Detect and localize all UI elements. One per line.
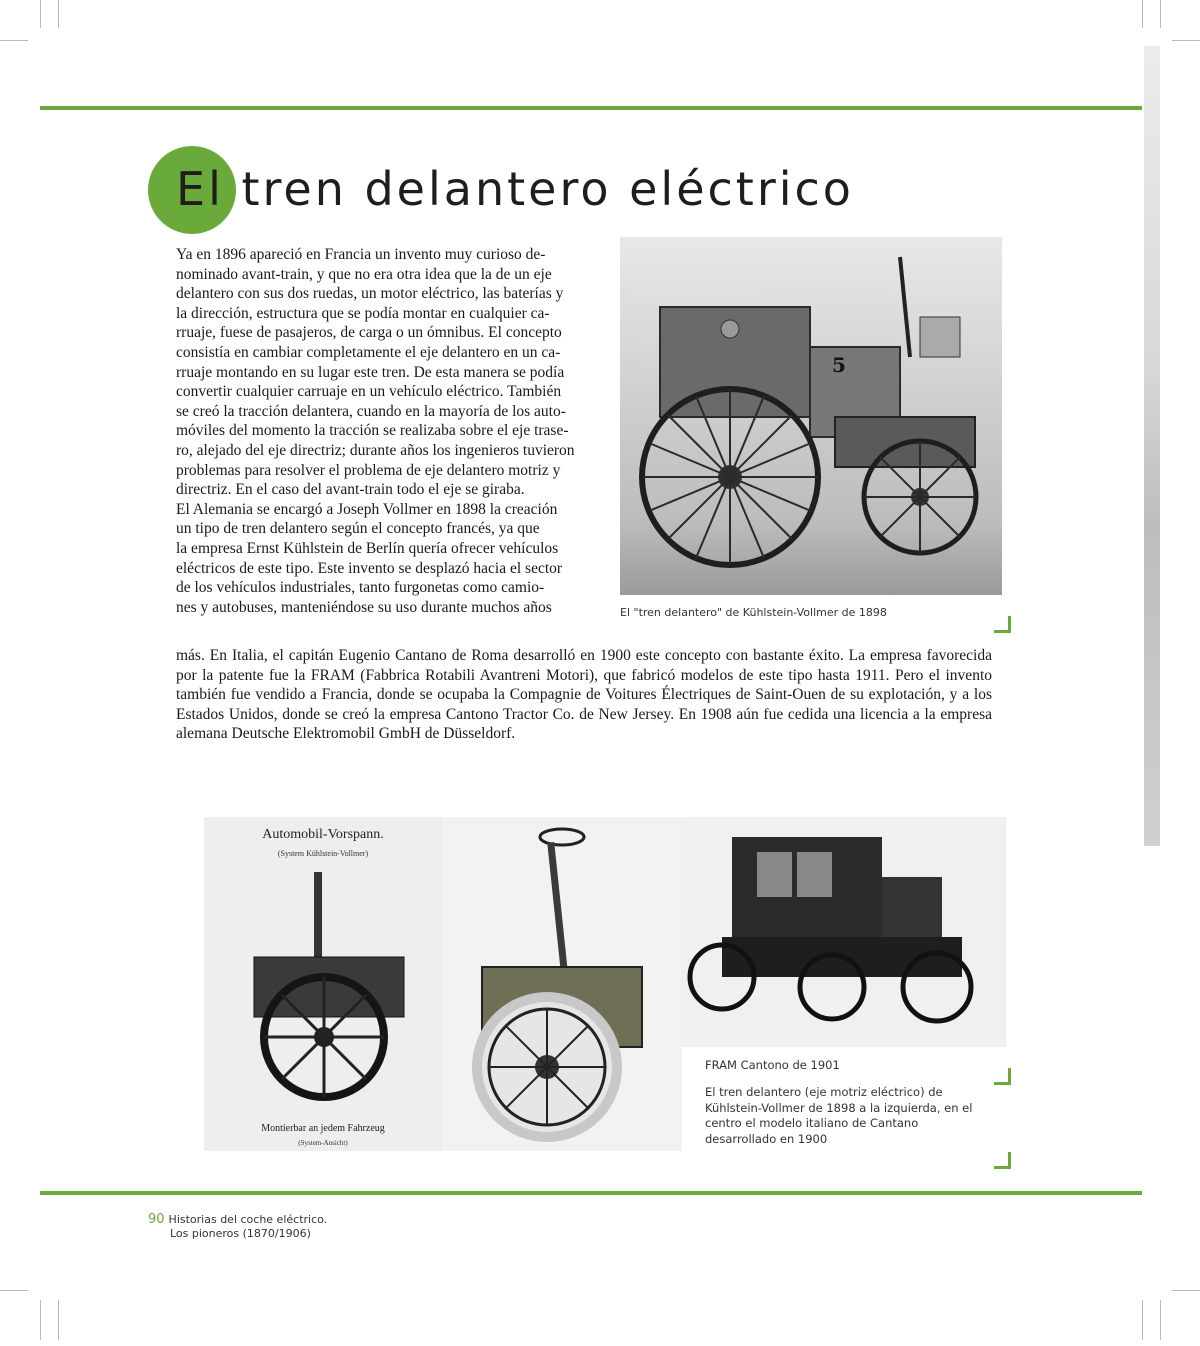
body-column <box>176 245 600 617</box>
crop-mark <box>40 0 41 28</box>
crop-mark <box>1172 40 1200 41</box>
crop-mark <box>0 40 28 41</box>
footer-line1: Historias del coche eléctrico. <box>168 1213 328 1226</box>
car-number: 5 <box>832 353 846 377</box>
crop-mark <box>1160 0 1161 28</box>
ad-title: Automobil-Vorspann. <box>262 827 384 842</box>
car-illustration <box>620 237 1002 595</box>
cantano-illustration <box>442 817 682 1151</box>
body-line: se creó la tracción delantera, cuando en la mayoría de los auto- <box>176 402 566 420</box>
body-line: la dirección, estructura que se podía montar en cualquier ca- <box>176 304 550 322</box>
ad-bottom-text: Montierbar an jedem Fahrzeug <box>261 1123 385 1134</box>
body-line: un tipo de tren delantero según el concepto francés, ya que <box>176 520 540 538</box>
body-line: El Alemania se encargó a Joseph Vollmer en 1898 la creación <box>176 500 558 518</box>
body-line: la empresa Ernst Kühlstein de Berlín quería ofrecer vehículos <box>176 539 559 557</box>
caption-corner-mark <box>994 1152 1011 1169</box>
fram-cantono-photo <box>682 817 1006 1047</box>
body-line: nominado avant-train, y que no era otra idea que la de un eje <box>176 265 552 283</box>
top-rule <box>40 106 1142 110</box>
fram-caption: FRAM Cantono de 1901 <box>705 1058 840 1072</box>
crop-mark <box>58 0 59 28</box>
crop-mark <box>58 1300 59 1340</box>
caption-corner-mark <box>994 1068 1011 1085</box>
body-line: delantero con sus dos ruedas, un motor eléctrico, las baterías y <box>176 285 564 303</box>
crop-mark <box>1160 1300 1161 1340</box>
caption-corner-mark <box>994 616 1011 633</box>
top-photo-caption: El "tren delantero" de Kühlstein-Vollmer de 1898 <box>620 606 887 619</box>
body-line: de los vehículos industriales, tanto furgonetas como camio- <box>176 579 545 597</box>
body-line: convertir cualquier carruaje en un vehículo eléctrico. También <box>176 383 562 401</box>
crop-mark <box>40 1300 41 1340</box>
crop-mark <box>1142 0 1143 28</box>
ad-bottom-small: (System-Ansicht) <box>298 1139 348 1147</box>
body-line: consistía en cambiar completamente el eje delantero en un ca- <box>176 343 561 361</box>
crop-mark <box>1142 1300 1143 1340</box>
body-line: nes y autobuses, manteniéndose su uso durante muchos años <box>176 598 552 616</box>
body-line: problemas para resolver el problema de eje delantero motriz y <box>176 461 561 479</box>
bottom-rule <box>40 1191 1142 1195</box>
body-line: eléctricos de este tipo. Este invento se desplazó hacia el sector <box>176 559 563 577</box>
footer-line2: Los pioneros (1870/1906) <box>170 1227 311 1240</box>
page-footer <box>148 1213 327 1241</box>
crop-mark <box>0 1290 28 1291</box>
adjacent-page-strip <box>1144 46 1160 846</box>
body-line: ro, alejado del eje directriz; durante años los ingenieros tuvieron <box>176 441 575 459</box>
page-title: El tren delantero eléctrico <box>176 162 854 216</box>
body-line: rruaje montando en su lugar este tren. De esta manera se podía <box>176 363 565 381</box>
vollmer-car-photo <box>620 237 1002 595</box>
automobil-vorspann-ad <box>204 817 442 1151</box>
cantano-front-train-photo <box>442 817 682 1151</box>
fram-car-illustration <box>682 817 1006 1047</box>
body-line: directriz. En el caso del avant-train todo el eje se giraba. <box>176 481 525 499</box>
body-line: móviles del momento la tracción se realizaba sobre el eje trase- <box>176 422 569 440</box>
front-train-illustration <box>204 817 442 1151</box>
title-block <box>148 146 968 236</box>
body-line: Ya en 1896 apareció en Francia un invento muy curioso de- <box>176 246 546 263</box>
page-number: 90 <box>148 1212 165 1227</box>
bottom-figures-caption: El tren delantero (eje motriz eléctrico) de Kühlstein-Vollmer de 1898 a la izquierda, en el centro el modelo italiano de Cantano desarrollado en 1900 <box>705 1085 973 1146</box>
body-line: rruaje, fuese de pasajeros, de carga o un ómnibus. El concepto <box>176 324 562 342</box>
crop-mark <box>1172 1290 1200 1291</box>
ad-subtitle: (System Kühlstein-Vollmer) <box>277 849 369 858</box>
body-full-width: más. En Italia, el capitán Eugenio Cantano de Roma desarrolló en 1900 este concepto con bastante éxito. La empresa favorecida por la patente fue la FRAM (Fabbrica Rotabili Avantreni Motori), que fabricó modelos de este tipo hasta 1911. Pero el invento también fue vendido a Francia, donde se ocupaba la Compagnie de Voitures Électriques de Saint-Ouen de su explotación, y a los Estados Unidos, donde se creó la empresa Cantono Tractor Co. de New Jersey. En 1908 aún fue cedida una licencia a la empresa alemana Deutsche Elektromobil GmbH de Düsseldorf. <box>176 647 992 743</box>
